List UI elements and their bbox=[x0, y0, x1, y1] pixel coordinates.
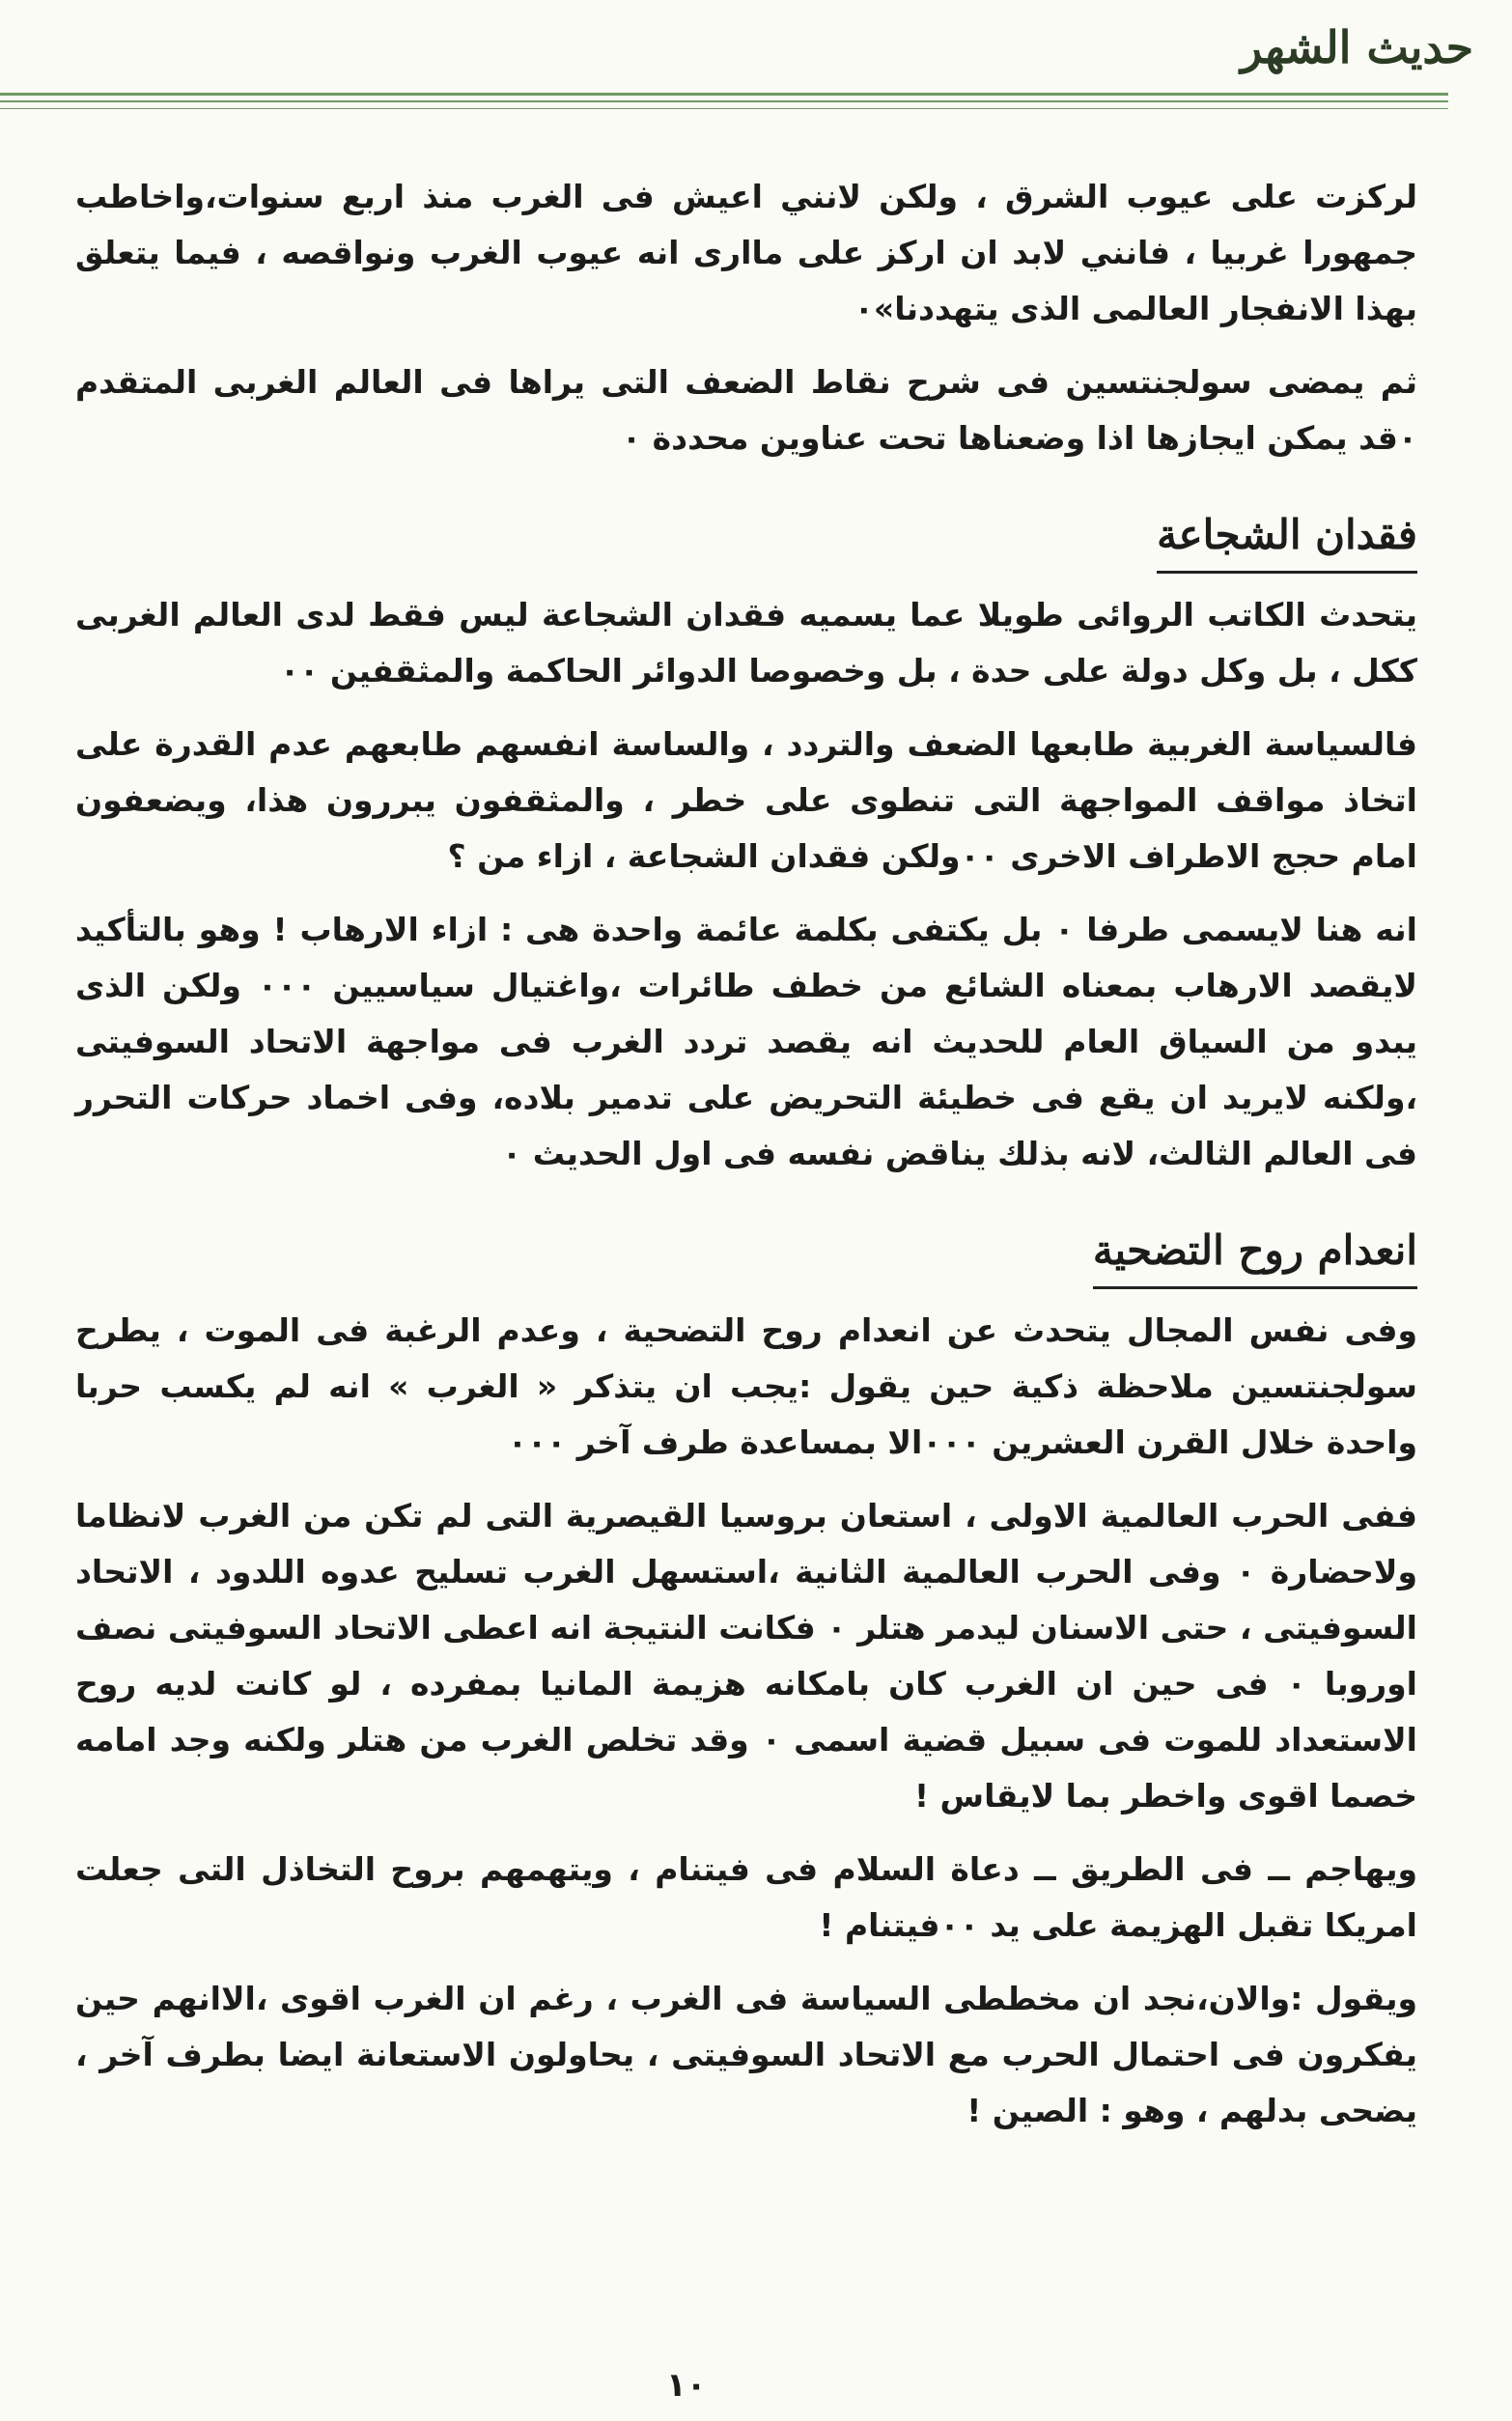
subheading-text: انعدام روح التضحية bbox=[1093, 1221, 1417, 1289]
page-number: ١٠ bbox=[666, 2366, 707, 2405]
paragraph: ففى الحرب العالمية الاولى ، استعان بروسيا القيصرية التى لم تكن من الغرب لانظاما ولاحضارة ٠ وفى الحرب العالمية الثانية ،استسهل الغرب تسليح عدوه اللدود ، الاتحاد السوفيتى ، حتى الاسنان ليدمر هتلر ٠ فكانت النتيجة انه اعطى الاتحاد السوفيتى نصف اوروبا ٠ فى حين ان الغرب كان بامكانه هزيمة المانيا بمفرده ، لو كانت لديه روح الاستعداد للموت فى سبيل قضية اسمى ٠ وقد تخلص الغرب من هتلر ولكنه وجد امامه خصما اقوى واخطر بما لايقاس ! bbox=[75, 1497, 1417, 1815]
subheading-sacrifice bbox=[75, 1221, 1417, 1289]
paragraph: يتحدث الكاتب الروائى طويلا عما يسميه فقدان الشجاعة ليس فقط لدى العالم الغربى ككل ، بل وكل دولة على حدة ، بل وخصوصا الدوائر الحاكمة والمثقفين ٠٠ bbox=[75, 596, 1417, 690]
subheading-text: فقدان الشجاعة bbox=[1157, 505, 1417, 574]
header-rule bbox=[0, 93, 1448, 96]
paragraph: ويقول :والان،نجد ان مخططى السياسة فى الغرب ، رغم ان الغرب اقوى ،الاانهم حين يفكرون فى احتمال الحرب مع الاتحاد السوفيتى ، يحاولون الاستعانة ايضا بطرف آخر ، يضحى بدلهم ، وهو : الصين ! bbox=[75, 1980, 1417, 2129]
paragraph: ويهاجم ــ فى الطريق ــ دعاة السلام فى فيتنام ، ويتهمهم بروح التخاذل التى جعلت امريكا تقبل الهزيمة على يد ٠٠فيتنام ! bbox=[75, 1850, 1417, 1944]
header-rule bbox=[0, 100, 1448, 102]
paragraph: انه هنا لايسمى طرفا ٠ بل يكتفى بكلمة عائمة واحدة هى : ازاء الارهاب ! وهو بالتأكيد لايقصد الارهاب بمعناه الشائع من خطف طائرات ،واغتيال سياسيين ٠٠٠ ولكن الذى يبدو من السياق العام للحديث انه يقصد تردد الغرب فى مواجهة الاتحاد السوفيتى ،ولكنه لايريد ان يقع فى خطيئة التحريض على تدمير بلاده، وفى اخماد حركات التحرر فى العالم الثالث، لانه بذلك يناقض نفسه فى اول الحديث ٠ bbox=[75, 911, 1417, 1172]
section-title: حديث الشهر bbox=[1241, 21, 1473, 73]
paragraph: ثم يمضى سولجنتسين فى شرح نقاط الضعف التى يراها فى العالم الغربى المتقدم ٠قد يمكن ايجازها اذا وضعناها تحت عناوين محددة ٠ bbox=[75, 363, 1417, 457]
page-header bbox=[0, 0, 1512, 116]
paragraph: فالسياسة الغربية طابعها الضعف والتردد ، والساسة انفسهم طابعهم عدم القدرة على اتخاذ مواقف المواجهة التى تنطوى على خطر ، والمثقفون يبررون هذا، ويضعفون امام حجج الاطراف الاخرى ٠٠ولكن فقدان الشجاعة ، ازاء من ؟ bbox=[75, 725, 1417, 875]
article-body bbox=[75, 169, 1417, 2156]
paragraph: لركزت على عيوب الشرق ، ولكن لانني اعيش فى الغرب منذ اربع سنوات،واخاطب جمهورا غربيا ، فانني لابد ان اركز على ماارى انه عيوب الغرب ونواقصه ، فيما يتعلق بهذا الانفجار العالمى الذى يتهددنا»٠ bbox=[75, 178, 1417, 327]
header-rule bbox=[0, 108, 1448, 109]
paragraph: وفى نفس المجال يتحدث عن انعدام روح التضحية ، وعدم الرغبة فى الموت ، يطرح سولجنتسين ملاحظة ذكية حين يقول :يجب ان يتذكر « الغرب » انه لم يكسب حربا واحدة خلال القرن العشرين ٠٠٠الا بمساعدة طرف آخر ٠٠٠ bbox=[75, 1311, 1417, 1461]
subheading-courage bbox=[75, 505, 1417, 574]
